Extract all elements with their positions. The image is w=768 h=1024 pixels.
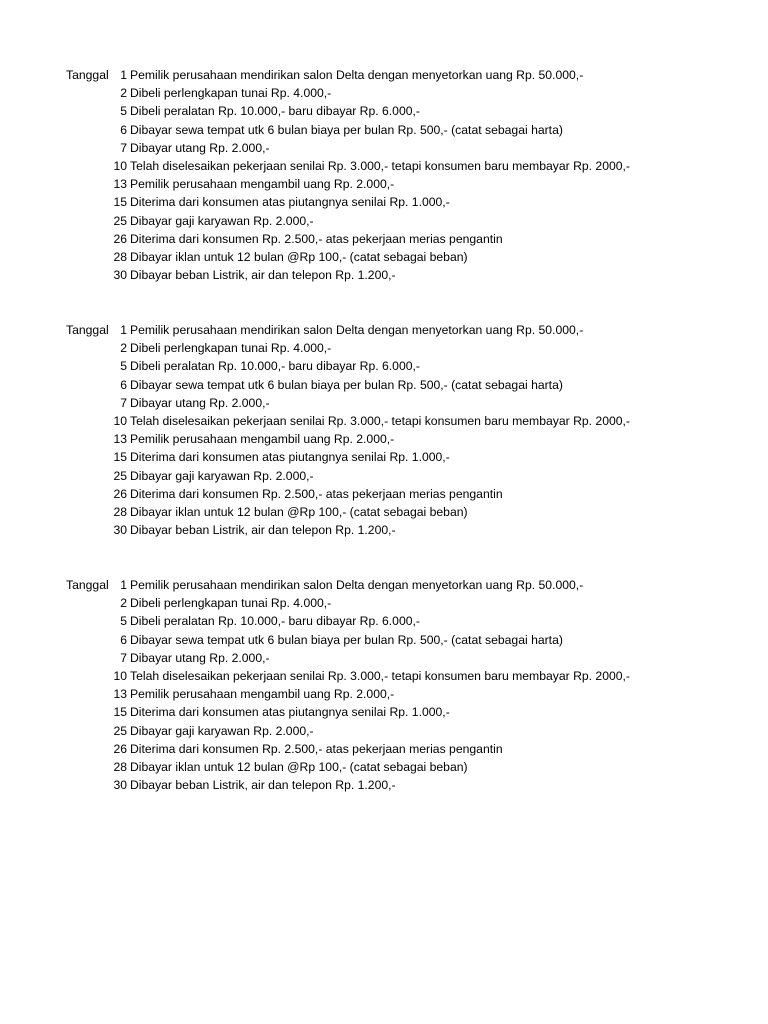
transaction-row <box>0 576 768 594</box>
transaction-list-1 <box>0 66 768 284</box>
transaction-description: Diterima dari konsumen Rp. 2.500,- atas pekerjaan merias pengantin <box>130 486 503 501</box>
transaction-row <box>0 430 768 448</box>
transaction-row <box>0 230 768 248</box>
transaction-description: Dibayar utang Rp. 2.000,- <box>130 140 270 155</box>
transaction-day: 15 <box>113 705 127 720</box>
transaction-description: Dibeli peralatan Rp. 10.000,- baru dibayar Rp. 6.000,- <box>130 104 420 119</box>
transaction-row <box>0 485 768 503</box>
transaction-day: 28 <box>113 249 127 264</box>
transaction-row <box>0 776 768 794</box>
transaction-day: 7 <box>120 395 127 410</box>
transaction-description: Dibeli peralatan Rp. 10.000,- baru dibayar Rp. 6.000,- <box>130 614 420 629</box>
transaction-day: 28 <box>113 759 127 774</box>
transaction-description: Pemilik perusahaan mendirikan salon Delta dengan menyetorkan uang Rp. 50.000,- <box>130 323 584 337</box>
transaction-description: Telah diselesaikan pekerjaan senilai Rp. 3.000,- tetapi konsumen baru membayar Rp. 2000,- <box>130 668 630 683</box>
date-prefix: Tanggal <box>66 323 109 337</box>
transaction-day: 15 <box>113 450 127 465</box>
transaction-list-2 <box>0 321 768 539</box>
transaction-day: 7 <box>120 650 127 665</box>
transaction-description: Dibayar iklan untuk 12 bulan @Rp 100,- (catat sebagai beban) <box>130 249 468 264</box>
transaction-row <box>0 722 768 740</box>
transaction-day: 26 <box>113 741 127 756</box>
transaction-description: Diterima dari konsumen Rp. 2.500,- atas pekerjaan merias pengantin <box>130 741 503 756</box>
transaction-description: Diterima dari konsumen atas piutangnya senilai Rp. 1.000,- <box>130 705 450 720</box>
transaction-description: Diterima dari konsumen atas piutangnya senilai Rp. 1.000,- <box>130 450 450 465</box>
transaction-row <box>0 248 768 266</box>
transaction-description: Dibayar iklan untuk 12 bulan @Rp 100,- (catat sebagai beban) <box>130 759 468 774</box>
transaction-day: 5 <box>120 359 127 374</box>
transaction-row <box>0 321 768 339</box>
transaction-description: Dibayar beban Listrik, air dan telepon Rp. 1.200,- <box>130 778 396 793</box>
transaction-row <box>0 357 768 375</box>
transaction-row <box>0 339 768 357</box>
transaction-day: 28 <box>113 504 127 519</box>
transaction-row <box>0 521 768 539</box>
transaction-description: Dibeli peralatan Rp. 10.000,- baru dibayar Rp. 6.000,- <box>130 359 420 374</box>
transaction-row <box>0 212 768 230</box>
transaction-day: 13 <box>113 177 127 192</box>
transaction-list-3 <box>0 576 768 794</box>
transaction-row <box>0 503 768 521</box>
transaction-description: Dibayar sewa tempat utk 6 bulan biaya per bulan Rp. 500,- (catat sebagai harta) <box>130 632 563 647</box>
transaction-description: Pemilik perusahaan mengambil uang Rp. 2.000,- <box>130 687 395 702</box>
transaction-description: Dibayar iklan untuk 12 bulan @Rp 100,- (catat sebagai beban) <box>130 504 468 519</box>
transaction-row <box>0 448 768 466</box>
transaction-day: 2 <box>120 86 127 101</box>
transaction-row <box>0 649 768 667</box>
date-prefix: Tanggal <box>66 68 109 82</box>
transaction-day: 26 <box>113 231 127 246</box>
transaction-description: Pemilik perusahaan mengambil uang Rp. 2.000,- <box>130 432 395 447</box>
transaction-description: Dibayar gaji karyawan Rp. 2.000,- <box>130 723 314 738</box>
transaction-day: 5 <box>120 104 127 119</box>
transaction-row <box>0 394 768 412</box>
transaction-description: Dibayar beban Listrik, air dan telepon Rp. 1.200,- <box>130 523 396 538</box>
transaction-row <box>0 412 768 430</box>
transaction-description: Diterima dari konsumen Rp. 2.500,- atas pekerjaan merias pengantin <box>130 231 503 246</box>
transaction-row <box>0 266 768 284</box>
transaction-day: 1 <box>120 578 127 592</box>
date-prefix: Tanggal <box>66 578 109 592</box>
transaction-day: 10 <box>113 158 127 173</box>
transaction-day: 1 <box>120 68 127 82</box>
transaction-description: Dibeli perlengkapan tunai Rp. 4.000,- <box>130 86 332 101</box>
transaction-row <box>0 758 768 776</box>
transaction-description: Dibayar gaji karyawan Rp. 2.000,- <box>130 468 314 483</box>
transaction-row <box>0 157 768 175</box>
transaction-day: 6 <box>120 122 127 137</box>
transaction-day: 6 <box>120 632 127 647</box>
transaction-row <box>0 193 768 211</box>
transaction-day: 15 <box>113 195 127 210</box>
transaction-day: 30 <box>113 778 127 793</box>
transaction-row <box>0 467 768 485</box>
transaction-day: 2 <box>120 596 127 611</box>
transaction-row <box>0 175 768 193</box>
transaction-description: Dibayar beban Listrik, air dan telepon Rp. 1.200,- <box>130 268 396 283</box>
transaction-row <box>0 376 768 394</box>
transaction-description: Pemilik perusahaan mendirikan salon Delta dengan menyetorkan uang Rp. 50.000,- <box>130 578 584 592</box>
transaction-day: 5 <box>120 614 127 629</box>
transaction-row <box>0 740 768 758</box>
transaction-day: 1 <box>120 323 127 337</box>
transaction-day: 30 <box>113 268 127 283</box>
transaction-day: 13 <box>113 687 127 702</box>
transaction-day: 30 <box>113 523 127 538</box>
transaction-day: 10 <box>113 413 127 428</box>
transaction-day: 10 <box>113 668 127 683</box>
transaction-day: 26 <box>113 486 127 501</box>
transaction-row <box>0 121 768 139</box>
transaction-row <box>0 66 768 84</box>
transaction-description: Dibayar utang Rp. 2.000,- <box>130 395 270 410</box>
transaction-description: Dibeli perlengkapan tunai Rp. 4.000,- <box>130 341 332 356</box>
transaction-row <box>0 631 768 649</box>
transaction-day: 25 <box>113 723 127 738</box>
transaction-description: Telah diselesaikan pekerjaan senilai Rp. 3.000,- tetapi konsumen baru membayar Rp. 2000,- <box>130 158 630 173</box>
transaction-description: Pemilik perusahaan mendirikan salon Delta dengan menyetorkan uang Rp. 50.000,- <box>130 68 584 82</box>
transaction-description: Dibayar utang Rp. 2.000,- <box>130 650 270 665</box>
transaction-description: Dibayar gaji karyawan Rp. 2.000,- <box>130 213 314 228</box>
transaction-day: 25 <box>113 468 127 483</box>
transaction-row <box>0 84 768 102</box>
transaction-description: Dibeli perlengkapan tunai Rp. 4.000,- <box>130 596 332 611</box>
transaction-description: Dibayar sewa tempat utk 6 bulan biaya per bulan Rp. 500,- (catat sebagai harta) <box>130 122 563 137</box>
transaction-row <box>0 612 768 630</box>
transaction-day: 6 <box>120 377 127 392</box>
transaction-row <box>0 667 768 685</box>
transaction-row <box>0 139 768 157</box>
transaction-description: Pemilik perusahaan mengambil uang Rp. 2.000,- <box>130 177 395 192</box>
transaction-description: Dibayar sewa tempat utk 6 bulan biaya per bulan Rp. 500,- (catat sebagai harta) <box>130 377 563 392</box>
transaction-row <box>0 102 768 120</box>
transaction-day: 13 <box>113 432 127 447</box>
transaction-day: 7 <box>120 140 127 155</box>
transaction-day: 2 <box>120 341 127 356</box>
transaction-description: Diterima dari konsumen atas piutangnya senilai Rp. 1.000,- <box>130 195 450 210</box>
transaction-row <box>0 703 768 721</box>
transaction-day: 25 <box>113 213 127 228</box>
transaction-row <box>0 685 768 703</box>
transaction-row <box>0 594 768 612</box>
transaction-description: Telah diselesaikan pekerjaan senilai Rp. 3.000,- tetapi konsumen baru membayar Rp. 2000,- <box>130 413 630 428</box>
